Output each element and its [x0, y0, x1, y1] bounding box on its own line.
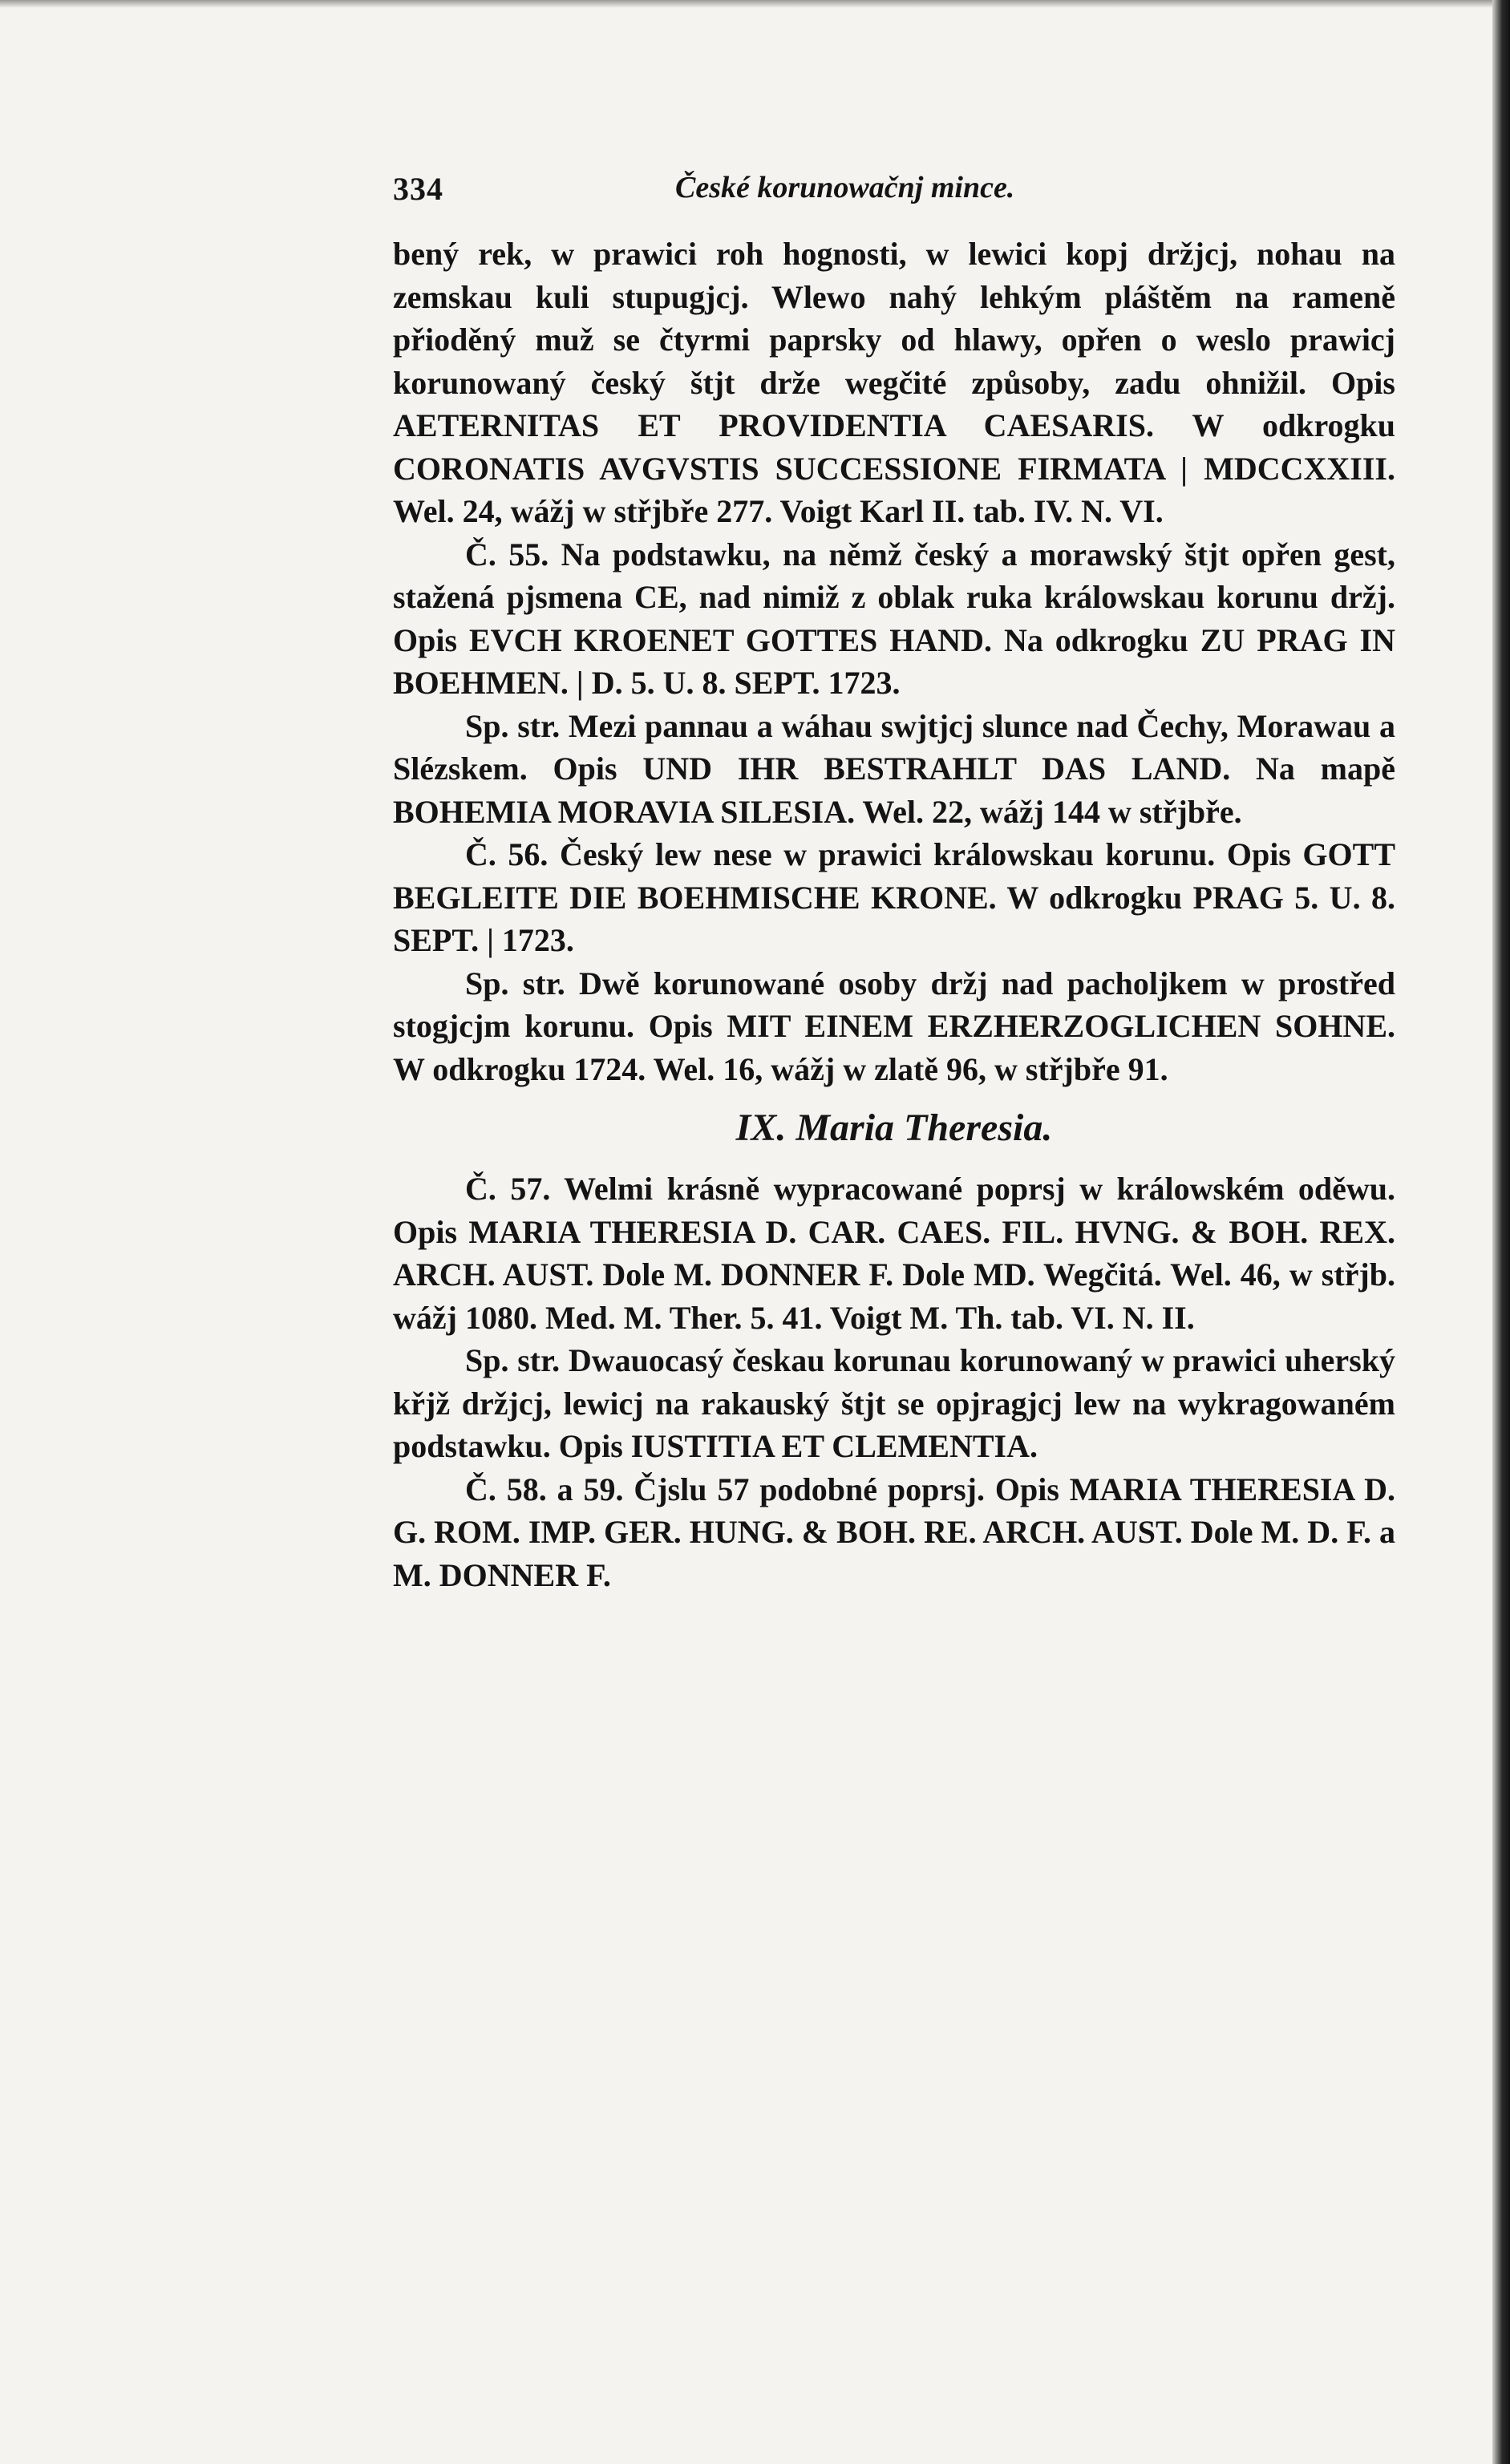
paragraph-item-57-reverse: Sp. str. Dwauocasý českau korunau korunowaný w prawici uherský křjž držjcj, lewicj na rakauský štjt se opjragjcj lew na wykragowaném podstawku. Opis IUSTITIA ET CLEMENTIA.	[393, 1342, 1395, 1464]
paragraph-continuation: bený rek, w prawici roh hognosti, w lewici kopj držjcj, nohau na zemskau kuli stupugjcj. Wlewo nahý lehkým pláštěm na rameně přioděný muž se čtyrmi paprsky od hlawy, opřen o weslo prawicj korunowaný český štjt drže wegčité způsoby, zadu ohnižil. Opis AETERNITAS ET PROVIDENTIA CAESARIS. W odkrogku CORONATIS AVGVSTIS SUCCESSIONE FIRMATA | MDCCXXIII. Wel. 24, wážj w střjbře 277. Voigt Karl II. tab. IV. N. VI.	[393, 236, 1395, 529]
page-header	[393, 170, 1395, 218]
page-number: 334	[393, 171, 443, 207]
paragraph-item-57: Č. 57. Welmi krásně wypracowané poprsj w králowském oděwu. Opis MARIA THERESIA D. CAR. CAES. FIL. HVNG. & BOH. REX. ARCH. AUST. Dole M. DONNER F. Dole MD. Wegčitá. Wel. 46, w střjb. wážj 1080. Med. M. Ther. 5. 41. Voigt M. Th. tab. VI. N. II.	[393, 1171, 1395, 1336]
paragraph-item-55: Č. 55. Na podstawku, na němž český a morawský štjt opřen gest, stažená pjsmena CE, nad nimiž z oblak ruka králowskau korunu držj. Opis EVCH KROENET GOTTES HAND. Na odkrogku ZU PRAG IN BOEHMEN. | D. 5. U. 8. SEPT. 1723.	[393, 536, 1395, 701]
scan-edge-right	[1492, 0, 1510, 2464]
running-title: České korunowačnj mince.	[675, 171, 1015, 204]
paragraph-item-58-59: Č. 58. a 59. Čjslu 57 podobné poprsj. Opis MARIA THERESIA D. G. ROM. IMP. GER. HUNG. & BOH. RE. ARCH. AUST. Dole M. D. F. a M. DONNER F.	[393, 1471, 1395, 1593]
paragraph-item-56: Č. 56. Český lew nese w prawici králowskau korunu. Opis GOTT BEGLEITE DIE BOEHMISCHE KRONE. W odkrogku PRAG 5. U. 8. SEPT. | 1723.	[393, 836, 1395, 958]
section-heading: IX. Maria Theresia.	[735, 1107, 1053, 1149]
text-body	[393, 233, 1395, 1596]
paragraph-item-56-reverse: Sp. str. Dwě korunowané osoby držj nad pacholjkem w prostřed stogjcjm korunu. Opis MIT EINEM ERZHERZOGLICHEN SOHNE. W odkrogku 1724. Wel. 16, wážj w zlatě 96, w střjbře 91.	[393, 965, 1395, 1087]
paragraph-item-55-reverse: Sp. str. Mezi pannau a wáhau swjtjcj slunce nad Čechy, Morawau a Slézskem. Opis UND IHR BESTRAHLT DAS LAND. Na mapě BOHEMIA MORAVIA SILESIA. Wel. 22, wážj 144 w střjbře.	[393, 707, 1395, 830]
scan-edge-top	[0, 0, 1510, 8]
